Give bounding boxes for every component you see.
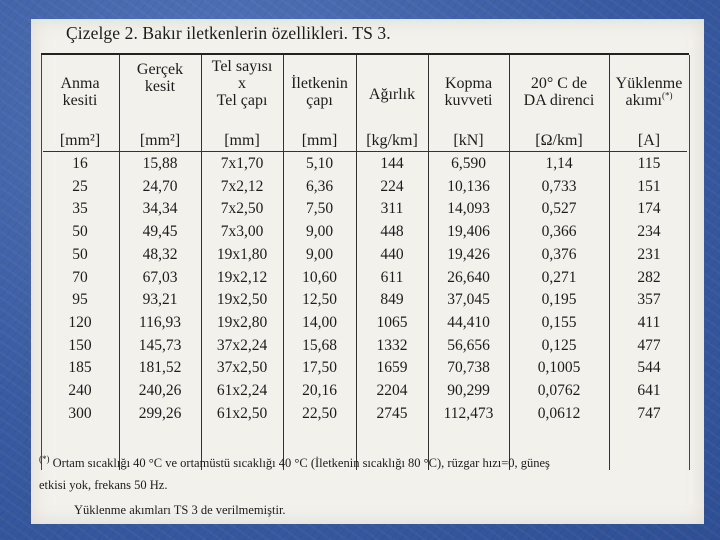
footnote-line-1 (39, 453, 550, 471)
column-header-line: Yüklenme (615, 75, 683, 92)
column-header-line: çapı (306, 92, 333, 109)
footnote-marker: (*) (661, 90, 673, 101)
table-cell: 19x1,80 (216, 245, 268, 263)
table-cell: 37,045 (447, 291, 490, 309)
column-header-line: kesit (144, 78, 176, 95)
table-cell: 151 (637, 177, 661, 195)
table-cell: 34,34 (142, 200, 178, 218)
table-cell: 0,0612 (537, 404, 581, 422)
table-cell: 14,00 (302, 313, 337, 331)
table-cell: 240 (68, 382, 92, 399)
table-cell: 15,68 (302, 336, 337, 354)
table-cell: 181,52 (138, 359, 182, 377)
table-cell: 48,32 (142, 245, 178, 263)
column-header-line: kuvveti (444, 92, 493, 109)
table-cell: 17,50 (302, 359, 337, 377)
table-cell: 19,426 (447, 245, 490, 263)
table-cell: 35 (72, 200, 88, 218)
table-cell: 5,10 (305, 155, 334, 172)
table-cell: 234 (637, 223, 661, 241)
column-header-text: akımı (625, 92, 662, 109)
footnote-marker: (*) (39, 453, 50, 464)
table-cell: 299,26 (138, 404, 182, 422)
column-header-line (609, 92, 689, 109)
table-cell: 90,299 (447, 382, 490, 399)
table-cell: 611 (380, 268, 404, 286)
column-unit: [Ω/km] (535, 132, 583, 149)
table-cell: 9,00 (305, 223, 334, 241)
table-cell: 50 (72, 245, 88, 263)
table-cell: 2745 (376, 404, 408, 422)
table-cell: 9,00 (305, 245, 334, 263)
column-unit: [A] (637, 132, 661, 149)
column-header (609, 75, 689, 109)
table-cell: 1,14 (545, 155, 573, 172)
table-cell: 0,733 (541, 177, 577, 195)
column-header-line: 20° C de (530, 75, 588, 92)
table-cell: 174 (637, 200, 661, 218)
table-cell: 70,738 (447, 359, 490, 377)
table-cell: 26,640 (447, 268, 490, 286)
column-header (119, 61, 201, 95)
table-cell: 282 (637, 268, 661, 286)
table-cell: 115 (637, 155, 661, 172)
table-cell: 7x2,50 (220, 200, 264, 218)
column-header-line: x (238, 75, 246, 92)
footnote-text-1: Ortam sıcaklığı 40 °C ve ortamüstü sıcaklığı 40 °C (İletkenin sıcaklığı 80 °C), rüzgar hızı=0, güneş (52, 456, 550, 470)
table-cell: 7x1,70 (220, 155, 264, 172)
table-cell: 448 (380, 223, 404, 241)
table-cell: 56,656 (447, 336, 490, 354)
column-unit: [kN] (453, 132, 484, 149)
table-cell: 185 (68, 359, 92, 377)
table-cell: 641 (637, 382, 661, 399)
column-unit: [kg/km] (366, 132, 418, 149)
table-cell: 12,50 (302, 291, 337, 309)
footnote-line-3: Yüklenme akımları TS 3 de verilmemiştir. (74, 503, 286, 517)
table-cell: 544 (637, 359, 661, 377)
table-cell: 0,376 (541, 245, 577, 263)
table-cell: 120 (68, 313, 92, 331)
table-cell: 144 (380, 155, 404, 172)
table-cell: 19x2,12 (216, 268, 268, 286)
column-header-line: DA direnci (523, 92, 595, 109)
column-header (201, 58, 283, 109)
table-cell: 0,125 (541, 336, 577, 354)
table-cell: 0,366 (541, 223, 577, 241)
table-cell: 7x2,12 (220, 177, 264, 195)
column-header-line: kesiti (62, 92, 98, 109)
table-cell: 37x2,50 (216, 359, 268, 377)
column-header (356, 86, 428, 103)
table-cell: 311 (380, 200, 404, 218)
table-cell: 16 (72, 155, 88, 172)
table-cell: 0,527 (541, 200, 577, 218)
table-cell: 849 (380, 291, 404, 309)
table-cell: 440 (380, 245, 404, 263)
table-cell: 112,473 (443, 404, 494, 422)
table-cell: 25 (72, 177, 88, 195)
copper-conductor-table (41, 53, 689, 472)
table-cell: 411 (637, 313, 661, 331)
column-header-line: Kopma (444, 75, 493, 92)
table-cell: 0,195 (541, 291, 577, 309)
table-cell: 49,45 (142, 223, 178, 241)
table-cell: 0,0762 (537, 382, 581, 399)
column-header (283, 75, 356, 109)
table-cell: 300 (68, 404, 92, 422)
table-cell: 1659 (376, 359, 408, 377)
table-cell: 747 (637, 404, 661, 422)
table-cell: 24,70 (142, 177, 178, 195)
table-cell: 2204 (376, 382, 408, 399)
table-cell: 10,60 (302, 268, 337, 286)
column-header-line: Anma (60, 75, 100, 92)
table-cell: 61x2,24 (216, 382, 268, 399)
column-header (41, 75, 119, 109)
table-cell: 0,1005 (537, 359, 581, 377)
table-cell: 145,73 (138, 336, 182, 354)
table-cell: 231 (637, 245, 661, 263)
table-cell: 6,590 (451, 155, 486, 172)
table-cell: 19,406 (447, 223, 490, 241)
column-header-line: Ağırlık (368, 86, 416, 103)
table-cell: 93,21 (142, 291, 178, 309)
table-cell: 61x2,50 (216, 404, 268, 422)
right-edge (689, 55, 690, 470)
table-cell: 15,88 (142, 155, 178, 172)
header-divider (43, 151, 687, 152)
table-cell: 357 (637, 291, 661, 309)
table-cell: 7,50 (305, 200, 334, 218)
column-header (428, 75, 509, 109)
table-cell: 22,50 (302, 404, 337, 422)
table-cell: 7x3,00 (220, 223, 264, 241)
table-cell: 19x2,80 (216, 313, 268, 331)
table-title: Çizelge 2. Bakır iletkenlerin özellikleri. TS 3. (66, 23, 391, 43)
table-cell: 1332 (376, 336, 408, 354)
table-cell: 224 (380, 177, 404, 195)
table-cell: 6,36 (305, 177, 334, 195)
table-cell: 50 (72, 223, 88, 241)
table-cell: 116,93 (138, 313, 182, 331)
table-cell: 240,26 (138, 382, 182, 399)
column-unit: [mm] (224, 132, 260, 149)
column-header (509, 75, 609, 109)
column-unit: [mm²] (59, 132, 101, 149)
table-cell: 0,271 (541, 268, 577, 286)
footnote-line-2: etkisi yok, frekans 50 Hz. (39, 478, 168, 492)
table-cell: 44,410 (447, 313, 490, 331)
column-header-line: Tel çapı (216, 92, 268, 109)
table-cell: 37x2,24 (216, 336, 268, 354)
table-cell: 477 (637, 336, 661, 354)
table-cell: 19x2,50 (216, 291, 268, 309)
table-cell: 14,093 (447, 200, 490, 218)
table-cell: 67,03 (142, 268, 178, 286)
table-cell: 95 (72, 291, 88, 309)
table-cell: 20,16 (302, 382, 337, 399)
table-cell: 0,155 (541, 313, 577, 331)
table-cell: 150 (68, 336, 92, 354)
column-unit: [mm] (301, 132, 338, 149)
column-header-line: İletkenin (291, 75, 348, 92)
column-unit: [mm²] (139, 132, 181, 149)
table-cell: 1065 (376, 313, 408, 331)
scanned-page (31, 19, 704, 524)
column-header-line: Gerçek (136, 61, 184, 78)
table-cell: 10,136 (447, 177, 490, 195)
table-cell: 70 (72, 268, 88, 286)
column-header-line: Tel sayısı (211, 58, 273, 75)
